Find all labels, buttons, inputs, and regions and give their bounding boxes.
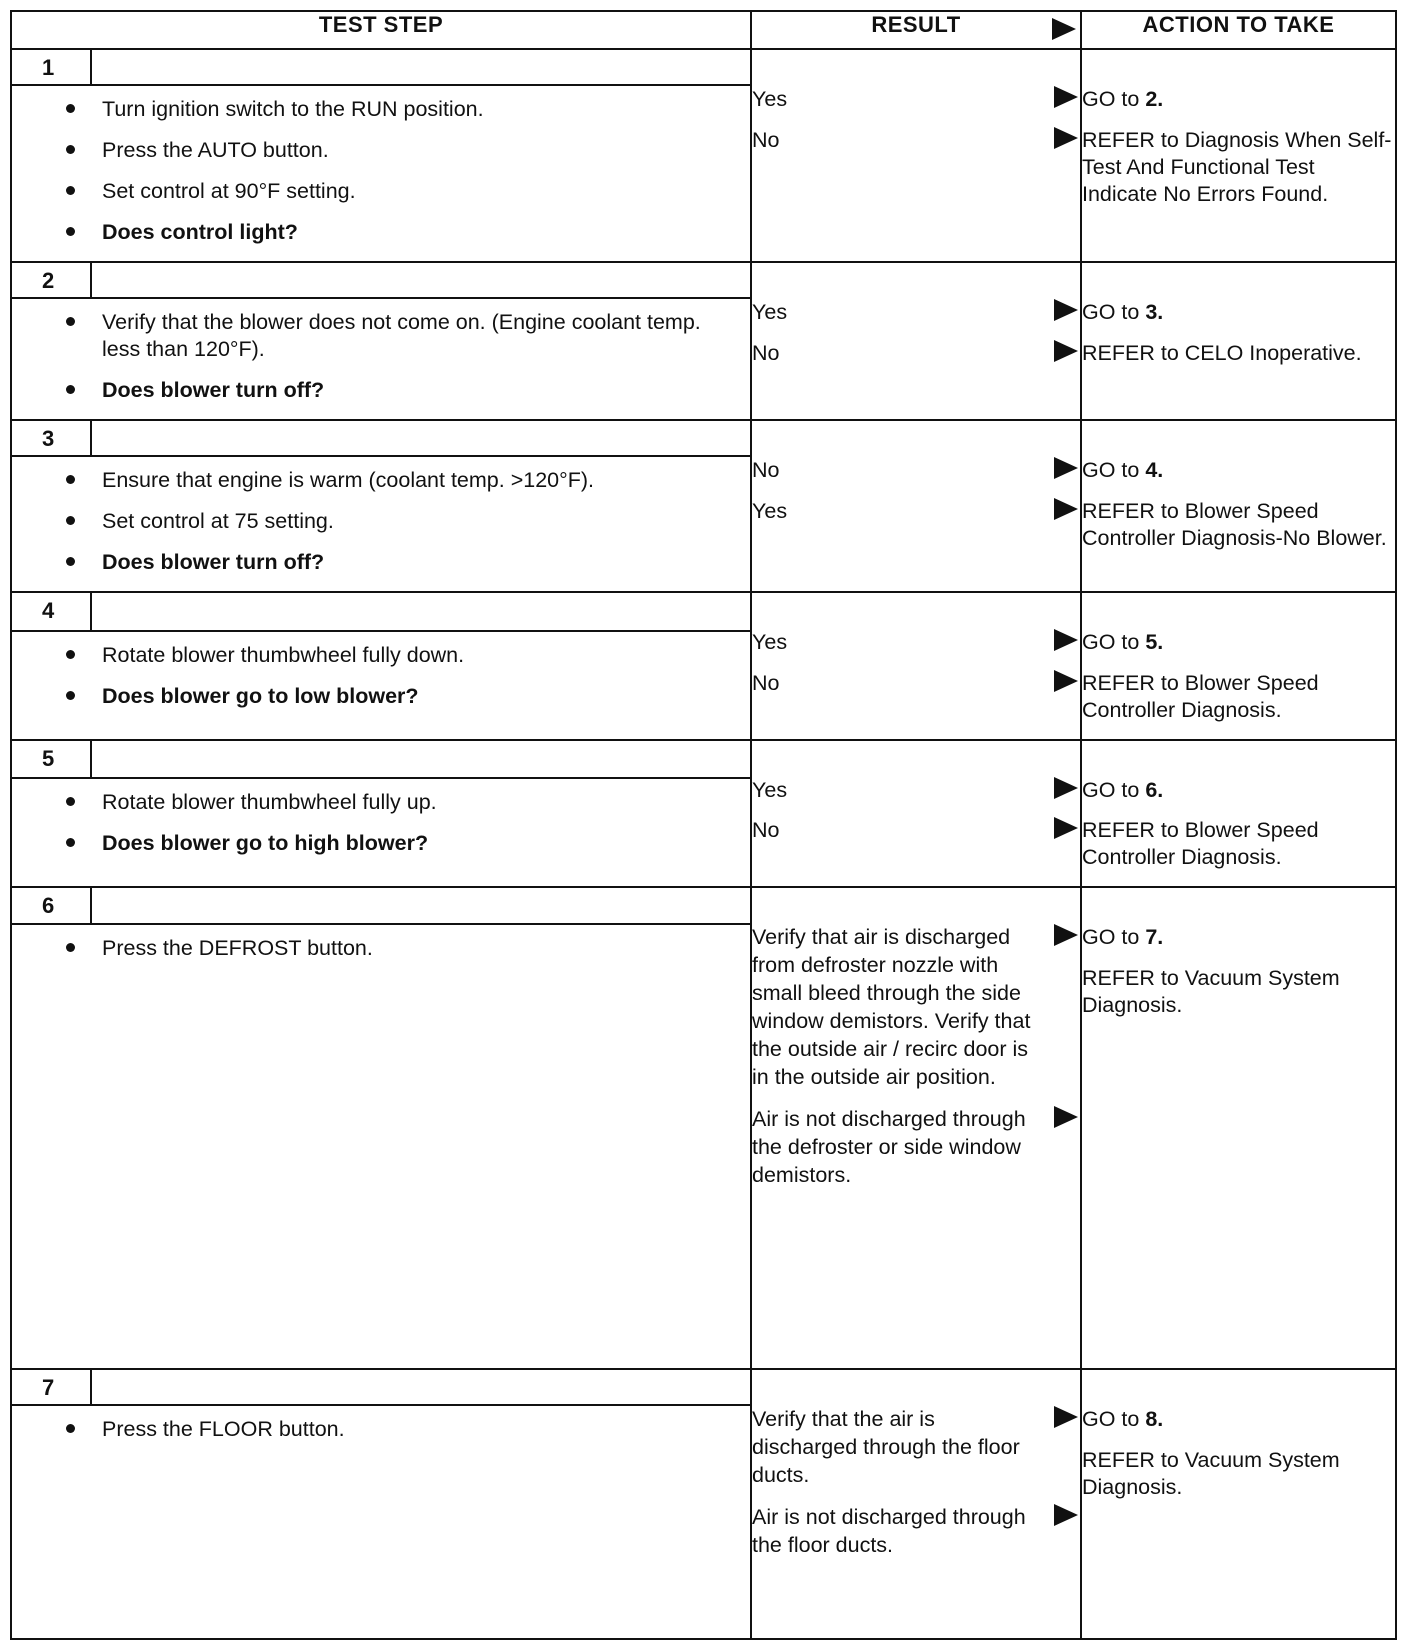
result-text: Verify that the air is discharged through the floor ducts. <box>752 1406 1020 1487</box>
result-text: Air is not discharged through the floor ducts. <box>752 1504 1026 1557</box>
test-step-cell <box>11 298 751 420</box>
result-cell <box>751 592 1081 740</box>
result-value <box>752 498 1080 525</box>
arrow-icon <box>1052 18 1076 40</box>
action-target: 3. <box>1145 300 1164 325</box>
result-text: Yes <box>752 498 788 523</box>
instruction-list <box>12 86 750 246</box>
action-verb: REFER to Vacuum System Diagnosis. <box>1082 1447 1340 1499</box>
step-instruction: Verify that the blower does not come on. (Engine coolant temp. less than 120°F). <box>102 309 730 363</box>
header-result-label: RESULT <box>871 12 961 37</box>
action-value <box>1082 86 1395 113</box>
result-cell <box>751 49 1081 262</box>
arrow-icon <box>1054 629 1078 651</box>
action-target: 7. <box>1145 925 1164 950</box>
instruction-list <box>12 925 750 962</box>
arrow-icon <box>1054 498 1078 520</box>
action-cell <box>1081 49 1396 262</box>
action-value <box>1082 965 1395 1019</box>
instruction-list <box>12 1406 750 1443</box>
step-instruction: Turn ignition switch to the RUN position. <box>102 96 730 123</box>
arrow-icon <box>1054 817 1078 839</box>
result-value <box>752 629 1080 656</box>
step-number-row <box>11 49 1396 85</box>
arrow-icon <box>1054 127 1078 149</box>
arrow-icon <box>1054 1106 1078 1128</box>
action-verb: REFER to CELO Inoperative. <box>1082 340 1362 365</box>
action-verb: REFER to Blower Speed Controller Diagnosis. <box>1082 818 1319 870</box>
action-verb: GO to <box>1082 777 1140 802</box>
arrow-icon <box>1054 777 1078 799</box>
step-question: Does blower go to high blower? <box>102 830 730 857</box>
step-number-row <box>11 887 1396 923</box>
result-cell <box>751 262 1081 420</box>
action-cell <box>1081 740 1396 888</box>
result-cell <box>751 740 1081 888</box>
action-cell <box>1081 262 1396 420</box>
action-value <box>1082 498 1395 552</box>
result-value <box>752 1406 1080 1490</box>
step-number: 2 <box>12 263 92 297</box>
step-number: 5 <box>12 741 92 778</box>
action-target: 2. <box>1145 87 1164 111</box>
step-instruction: Ensure that engine is warm (coolant temp. >120°F). <box>102 467 730 494</box>
action-target: 5. <box>1145 629 1164 654</box>
action-verb: REFER to Diagnosis When Self-Test And Functional Test Indicate No Errors Found. <box>1082 127 1392 206</box>
action-verb: GO to <box>1082 87 1140 111</box>
result-value <box>752 817 1080 844</box>
step-number-row <box>11 740 1396 779</box>
arrow-icon <box>1054 340 1078 362</box>
test-step-cell <box>11 631 751 740</box>
result-cell <box>751 1369 1081 1639</box>
action-value <box>1082 629 1395 656</box>
step-number: 6 <box>12 888 92 922</box>
action-verb: REFER to Blower Speed Controller Diagnosis. <box>1082 670 1319 722</box>
action-target: 8. <box>1145 1406 1164 1431</box>
result-text: No <box>752 670 780 695</box>
action-value <box>1082 299 1395 326</box>
diagnosis-table <box>10 10 1397 1640</box>
step-instruction: Set control at 75 setting. <box>102 508 730 535</box>
action-value <box>1082 777 1395 804</box>
arrow-icon <box>1054 670 1078 692</box>
action-value <box>1082 457 1395 484</box>
instruction-list <box>12 632 750 710</box>
action-value <box>1082 1447 1395 1501</box>
action-value <box>1082 817 1395 871</box>
arrow-icon <box>1054 1504 1078 1526</box>
result-cell <box>751 420 1081 592</box>
result-text: Air is not discharged through the defroster or side window demistors. <box>752 1106 1026 1187</box>
action-value <box>1082 1406 1395 1433</box>
result-text: Yes <box>752 629 788 654</box>
header-test-step: TEST STEP <box>11 11 751 49</box>
test-step-cell <box>11 778 751 887</box>
step-instruction: Press the AUTO button. <box>102 137 730 164</box>
step-number-row <box>11 592 1396 631</box>
arrow-icon <box>1054 457 1078 479</box>
action-value <box>1082 127 1395 208</box>
arrow-icon <box>1054 299 1078 321</box>
result-value <box>752 86 1080 113</box>
step-number: 1 <box>12 50 92 84</box>
step-instruction: Press the FLOOR button. <box>102 1416 730 1443</box>
step-question: Does control light? <box>102 219 730 246</box>
arrow-icon <box>1054 86 1078 108</box>
step-question: Does blower turn off? <box>102 549 730 576</box>
action-verb: REFER to Blower Speed Controller Diagnosis-No Blower. <box>1082 498 1387 550</box>
result-text: Yes <box>752 87 788 111</box>
result-value <box>752 127 1080 154</box>
step-instruction: Set control at 90°F setting. <box>102 178 730 205</box>
test-step-cell <box>11 924 751 1369</box>
result-value <box>752 340 1080 367</box>
instruction-list <box>12 779 750 857</box>
action-value <box>1082 924 1395 951</box>
instruction-list <box>12 299 750 404</box>
result-value <box>752 777 1080 804</box>
result-value <box>752 457 1080 484</box>
step-number: 4 <box>12 593 92 630</box>
result-cell <box>751 887 1081 1369</box>
step-number: 7 <box>12 1370 92 1404</box>
test-step-cell <box>11 1405 751 1639</box>
instruction-list <box>12 457 750 576</box>
result-value <box>752 670 1080 697</box>
step-instruction: Rotate blower thumbwheel fully down. <box>102 642 730 669</box>
arrow-icon <box>1054 1406 1078 1428</box>
test-step-cell <box>11 85 751 262</box>
action-verb: GO to <box>1082 1406 1140 1431</box>
header-row <box>11 11 1396 49</box>
action-target: 4. <box>1145 457 1164 482</box>
result-value <box>752 1106 1080 1190</box>
result-value <box>752 1504 1080 1560</box>
action-cell <box>1081 420 1396 592</box>
action-verb: GO to <box>1082 925 1140 950</box>
result-value <box>752 299 1080 326</box>
action-cell <box>1081 592 1396 740</box>
step-number-row <box>11 420 1396 456</box>
result-value <box>752 924 1080 1092</box>
step-number-row <box>11 262 1396 298</box>
step-question: Does blower go to low blower? <box>102 683 730 710</box>
action-value <box>1082 670 1395 724</box>
step-number: 3 <box>12 421 92 455</box>
action-cell <box>1081 1369 1396 1639</box>
result-text: No <box>752 127 780 152</box>
arrow-icon <box>1054 924 1078 946</box>
result-text: Verify that air is discharged from defroster nozzle with small bleed through the side window demistors. Verify that the outside air / recirc door is in the outside air position. <box>752 925 1031 1089</box>
action-verb: REFER to Vacuum System Diagnosis. <box>1082 966 1340 1017</box>
step-number-row <box>11 1369 1396 1405</box>
step-instruction: Rotate blower thumbwheel fully up. <box>102 789 730 816</box>
action-verb: GO to <box>1082 629 1140 654</box>
result-text: No <box>752 818 780 843</box>
header-action: ACTION TO TAKE <box>1081 11 1396 49</box>
action-target: 6. <box>1145 777 1164 802</box>
action-verb: GO to <box>1082 300 1140 325</box>
action-value <box>1082 340 1395 367</box>
step-question: Does blower turn off? <box>102 377 730 404</box>
action-verb: GO to <box>1082 457 1140 482</box>
result-text: Yes <box>752 300 788 325</box>
header-result <box>751 11 1081 49</box>
test-step-cell <box>11 456 751 592</box>
result-text: Yes <box>752 777 788 802</box>
step-instruction: Press the DEFROST button. <box>102 935 730 962</box>
action-cell <box>1081 887 1396 1369</box>
result-text: No <box>752 340 780 365</box>
result-text: No <box>752 457 780 482</box>
